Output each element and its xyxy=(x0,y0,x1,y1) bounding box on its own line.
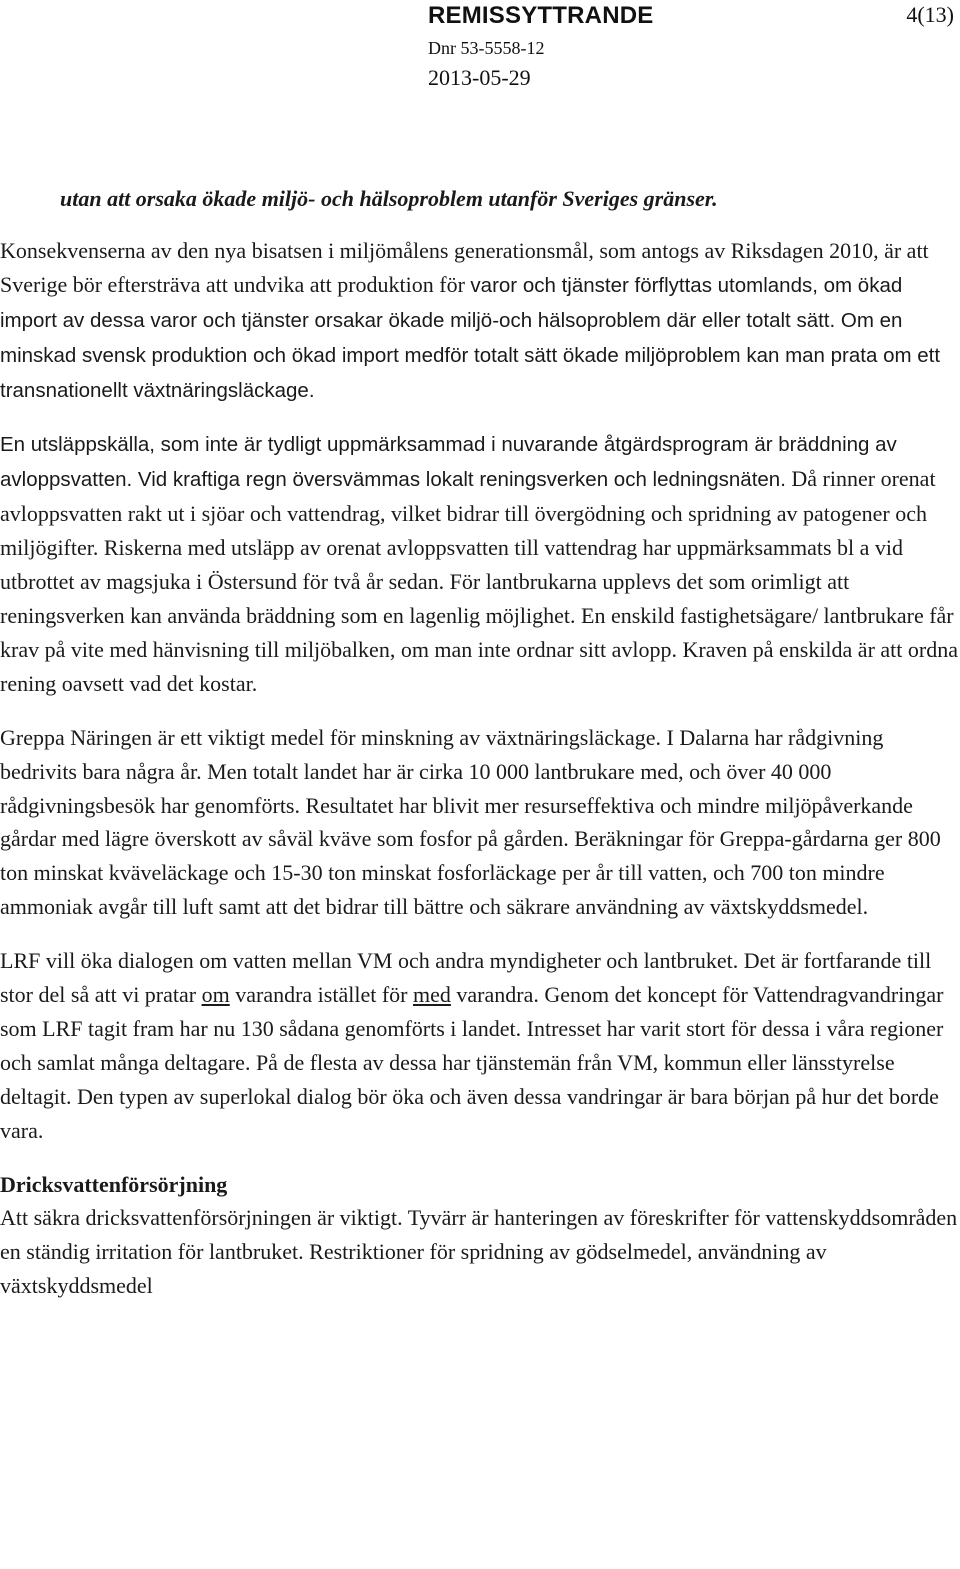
section-heading-drinking-water: Dricksvattenförsörjning xyxy=(0,1171,228,1197)
italic-quote: utan att orsaka ökade miljö- och hälsoproblem utanför Sveriges gränser. xyxy=(60,186,718,211)
paragraph-overflow-wastewater xyxy=(0,427,960,700)
underlined-word-med: med xyxy=(413,982,451,1008)
paragraph-lrf-dialogue-text-c: varandra. Genom det koncept för Vattendragvandringar som LRF tagit fram har nu 130 sådana genomförts i landet. Intresset har varit stort för dessa i våra regioner och samlat många deltagare. På de flesta av dessa har tjänstemän från VM, kommun eller länsstyrelse deltagit. Den typen av superlokal dialog bör öka och även dessa vandringar är bara början på hur det borde vara. xyxy=(0,982,944,1143)
paragraph-overflow-wastewater-part-a: En utsläppskälla, som inte är tydligt uppmärksammad i nuvarande åtgärdsprogram är bräddning av avloppsvatten. Vid kraftiga regn översvämmas lokalt reningsverken och ledningsnäten. xyxy=(0,433,897,492)
document-body xyxy=(0,182,960,1303)
document-date: 2013-05-29 xyxy=(428,65,531,90)
header-title: REMISSYTTRANDE xyxy=(428,2,654,29)
page-number: 4(13) xyxy=(906,2,954,27)
paragraph-lrf-dialogue-text-a: LRF vill öka dialogen om vatten mellan VM och andra myndigheter och lantbruket. Det är fortfarande till stor del så att vi pratar xyxy=(0,948,932,1008)
paragraph-lrf-dialogue xyxy=(0,944,960,1147)
paragraph-overflow-wastewater-part-b: Då rinner orenat avloppsvatten rakt ut i sjöar och vattendrag, vilket bidrar till övergödning och spridning av patogener och miljögifter. Riskerna med utsläpp av orenat avloppsvatten till vattendrag har uppmärksammats bl a vid utbrottet av magsjuka i Östersund för två år sedan. För lantbrukarna upplevs det som orimligt att reningsverken kan använda bräddning som en lagenlig möjlighet. En enskild fastighetsägare/ lantbrukare får krav på vite med hänvisning till miljöbalken, om man inte ordnar sitt avlopp. Kraven på enskilda är att ordna rening oavsett vad det kostar. xyxy=(0,466,958,696)
paragraph-generation-goal xyxy=(0,234,960,408)
paragraph-generation-goal-part-a: Konsekvenserna av den nya bisatsen i miljömålens generationsmål, som antogs av Riksdagen 2010, är att Sverige bör eftersträva att undvika att produktion för xyxy=(0,237,929,297)
underlined-word-om: om xyxy=(201,982,230,1008)
paragraph-generation-goal-part-b: varor och tjänster förflyttas utomlands, om ökad import av dessa varor och tjänster orsakar ökade miljö-och hälsoproblem där eller totalt sätt. Om en minskad svensk produktion och ökad import medför totalt sätt ökade miljöproblem kan man prata om ett transnationellt växtnäringsläckage. xyxy=(0,273,941,402)
paragraph-drinking-water: Att säkra dricksvattenförsörjningen är viktigt. Tyvärr är hanteringen av föreskrifter för vattenskyddsområden en ständig irritation för lantbruket. Restriktioner för spridning av gödselmedel, användning av växtskyddsmedel xyxy=(0,1205,958,1299)
paragraph-lrf-dialogue-text-b: varandra istället för xyxy=(229,982,413,1008)
paragraph-greppa-naringen: Greppa Näringen är ett viktigt medel för minskning av växtnäringsläckage. I Dalarna har rådgivning bedrivits bara några år. Men totalt landet har är cirka 10 000 lantbrukare med, och över 40 000 rådgivningsbesök har genomförts. Resultatet har blivit mer resurseffektiva och mindre miljöpåverkande gårdar med lägre överskott av såväl kväve som fosfor på gården. Beräkningar för Greppa-gårdarna ger 800 ton minskat kväveläckage och 15-30 ton minskat fosforläckage per år till vatten, och 700 ton mindre ammoniak avgår till luft samt att det bidrar till bättre och säkrare användning av växtskyddsmedel. xyxy=(0,724,941,920)
document-number: Dnr 53-5558-12 xyxy=(428,38,545,58)
